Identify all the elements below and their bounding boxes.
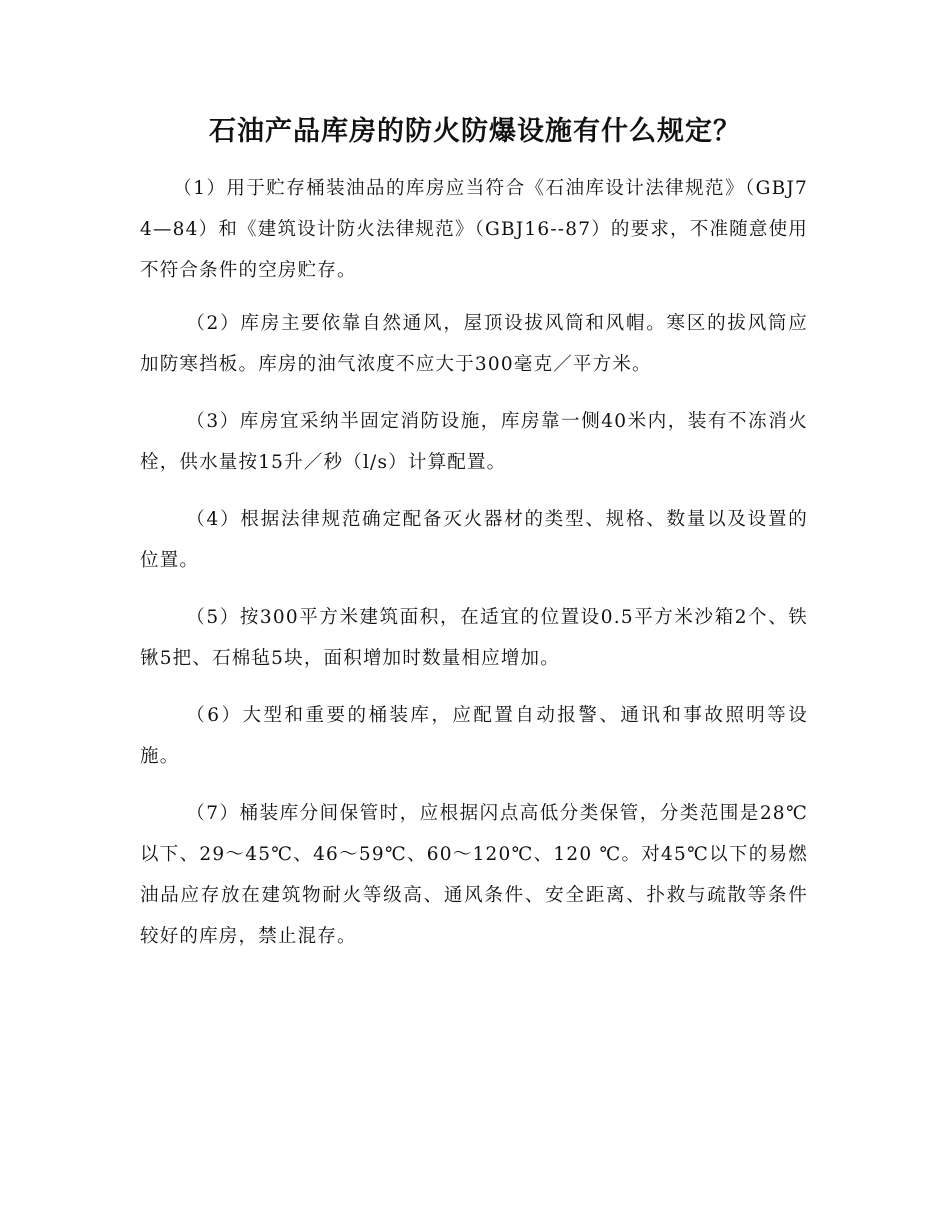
document-body — [140, 168, 808, 973]
paragraph-1: （1）用于贮存桶装油品的库房应当符合《石油库设计法律规范》（GBJ74—84）和《建筑设计防火法律规范》（GBJ16--87）的要求，不准随意使用不符合条件的空房贮存。 — [140, 178, 808, 281]
paragraph-2: （2）库房主要依靠自然通风，屋顶设拔风筒和风帽。寒区的拔风筒应加防寒挡板。库房的油气浓度不应大于300毫克／平方米。 — [140, 313, 808, 375]
paragraph-5: （5）按300平方米建筑面积，在适宜的位置设0.5平方米沙箱2个、铁锹5把、石棉毡5块，面积增加时数量相应增加。 — [140, 607, 808, 669]
paragraph-4: （4）根据法律规范确定配备灭火器材的类型、规格、数量以及设置的位置。 — [140, 509, 808, 571]
paragraph-3: （3）库房宜采纳半固定消防设施，库房靠一侧40米内，装有不冻消火栓，供水量按15升／秒（l/s）计算配置。 — [140, 411, 808, 473]
paragraph-7: （7）桶装库分间保管时，应根据闪点高低分类保管，分类范围是28℃以下、29～45℃、46～59℃、60～120℃、120 ℃。对45℃以下的易燃油品应存放在建筑物耐火等级高、通风条件、安全距离、扑救与疏散等条件较好的库房，禁止混存。 — [140, 803, 808, 947]
paragraph-6: （6）大型和重要的桶装库，应配置自动报警、通讯和事故照明等设施。 — [140, 705, 808, 767]
document-title: 石油产品库房的防火防爆设施有什么规定？ — [209, 116, 741, 147]
